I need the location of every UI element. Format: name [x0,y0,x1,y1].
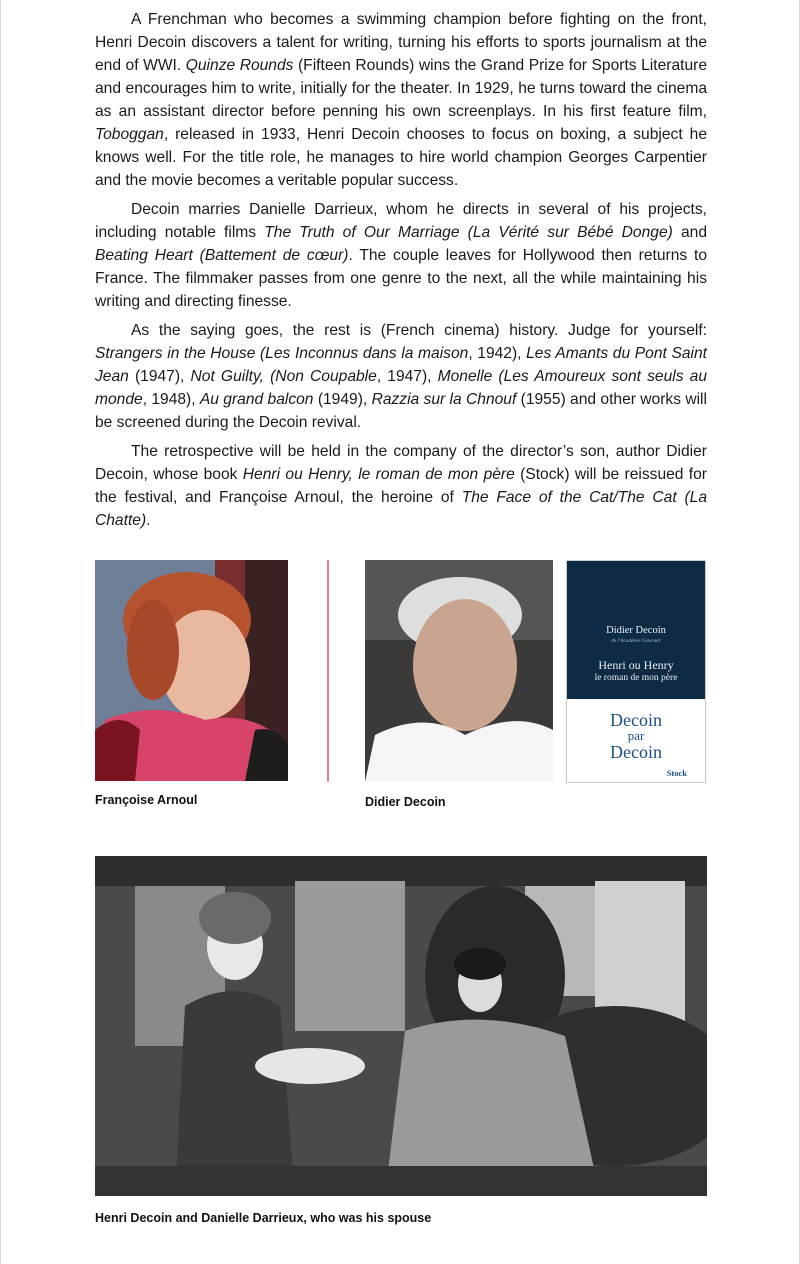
text-run: The retrospective will be held in the company of the director’s son, author Didier Decoin, whose book [95,443,707,483]
text-run: Decoin marries Danielle Darrieux, whom he directs in several of his projects, including notable films [95,201,707,241]
text-run: , 1947), [376,368,438,385]
text-run: (1955) and other works will be screened during the Decoin revival. [95,391,707,431]
paragraph-1 [95,8,707,192]
italic-title: Beating Heart (Battement de cœur) [95,247,349,264]
photo-divider [327,560,329,782]
couple-illustration [95,856,707,1196]
italic-title: Not Guilty, (Non Coupable [190,368,377,385]
text-run: (Fifteen Rounds) wins the Grand Prize for Sports Literature and encourages him to write, initially for the theater. In 1929, he turns toward the cinema as an assistant director before penning his own screenplays. In his first feature film, [95,57,707,120]
text-run: (1949), [313,391,372,408]
paragraph-3 [95,319,707,434]
caption-didier-decoin: Didier Decoin [365,795,446,809]
henri-decoin-danielle-darrieux-photo [95,856,707,1196]
book-cover [566,560,706,783]
italic-title: The Face of the Cat/The Cat (La Chatte) [95,489,707,529]
text-run: . [146,512,151,529]
book-author: Didier Decoin [606,625,666,636]
italic-title: Au grand balcon [199,391,314,408]
italic-title: Monelle (Les Amoureux sont seuls au monde [95,368,707,408]
book-publisher: Stock [666,768,687,778]
caption-francoise-arnoul: Françoise Arnoul [95,793,198,807]
paragraph-2 [95,198,707,313]
didier-decoin-photo [365,560,553,782]
text-run: , 1948), [142,391,200,408]
italic-title: Quinze Rounds [185,57,294,74]
book-cover-line3: Decoin [610,742,662,762]
italic-title: Toboggan [95,126,164,143]
text-run: , released in 1933, Henri Decoin chooses to focus on boxing, a subject he knows well. For the title role, he manages to hire world champion Georges Carpentier and the movie becomes a veritable popular success. [95,126,707,189]
article-body [95,8,707,538]
book-tagline: de l’Académie Goncourt [611,639,661,644]
text-run: and [672,224,707,241]
francoise-arnoul-photo [95,560,288,781]
book-cover-line1: Decoin [610,710,662,730]
caption-couple: Henri Decoin and Danielle Darrieux, who was his spouse [95,1211,432,1225]
portrait-illustration [95,560,288,781]
italic-title: The Truth of Our Marriage (La Vérité sur Bébé Donge) [264,224,673,241]
text-run: (1947), [128,368,191,385]
italic-title: Strangers in the House (Les Inconnus dans la maison [95,345,469,362]
book-cover-bottom [567,711,705,761]
text-run: A Frenchman who becomes a swimming champion before fighting on the front, Henri Decoin discovers a talent for writing, turning his efforts to sports journalism at the end of WWI. [95,11,707,74]
portrait-illustration [365,560,553,782]
text-run: (Stock) will be reissued for the festival, and Françoise Arnoul, the heroine of [95,466,708,506]
paragraph-4 [95,440,707,532]
book-title-line1: Henri ou Henry [598,658,674,672]
book-cover-top [567,561,705,699]
italic-title: Henri ou Henry, le roman de mon père [242,466,515,483]
book-cover-line2: par [627,728,645,743]
text-run: . The couple leaves for Hollywood then returns to France. The filmmaker passes from one genre to the next, all the while maintaining his writing and directing finesse. [95,247,707,310]
book-title-line2: le roman de mon père [594,673,678,683]
italic-title: Les Amants du Pont Saint Jean [95,345,707,385]
italic-title: Razzia sur la Chnouf [371,391,517,408]
text-run: , 1942), [468,345,527,362]
text-run: As the saying goes, the rest is (French cinema) history. Judge for yourself: [131,322,707,339]
